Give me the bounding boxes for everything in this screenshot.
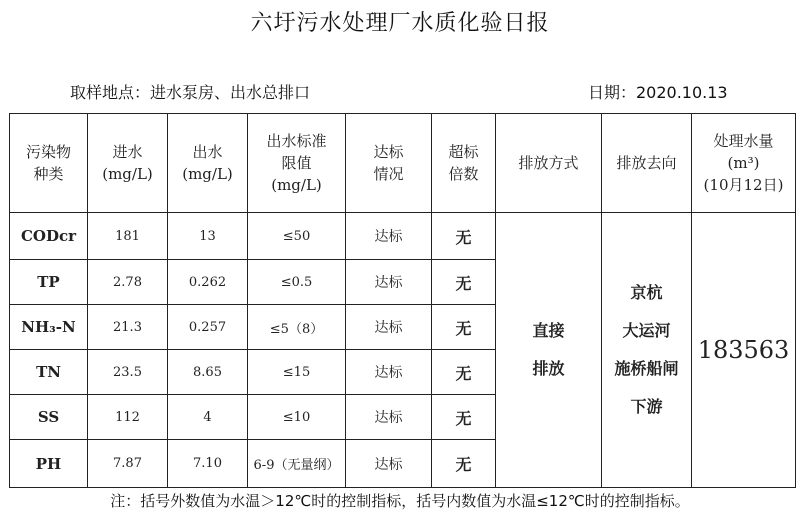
inflow-value: 2.78 — [88, 260, 168, 305]
header-limit-line1: 出水标准 — [266, 132, 327, 150]
exceed-value: 无 — [432, 440, 496, 488]
header-inflow-line2: (mg/L) — [102, 165, 153, 183]
water-quality-table — [9, 113, 796, 488]
outflow-value: 0.262 — [168, 260, 248, 305]
header-limit — [248, 114, 346, 213]
limit-value: ≤10 — [248, 395, 346, 440]
status-value: 达标 — [346, 350, 432, 395]
outflow-value: 7.10 — [168, 440, 248, 488]
discharge-destination-line4: 下游 — [630, 397, 663, 416]
table-row — [10, 213, 796, 260]
header-inflow-line1: 进水 — [112, 143, 143, 161]
header-outflow-line1: 出水 — [192, 143, 223, 161]
header-status-line1: 达标 — [373, 143, 404, 161]
report-date: 日期：2020.10.13 — [588, 83, 728, 102]
discharge-destination-line2: 大运河 — [622, 321, 671, 340]
limit-value: ≤15 — [248, 350, 346, 395]
status-value: 达标 — [346, 305, 432, 350]
inflow-value: 21.3 — [88, 305, 168, 350]
header-volume — [692, 114, 796, 213]
header-discharge-destination: 排放去向 — [602, 114, 692, 213]
header-status — [346, 114, 432, 213]
header-outflow-line2: (mg/L) — [182, 165, 233, 183]
inflow-value: 7.87 — [88, 440, 168, 488]
header-pollutant-line2: 种类 — [33, 165, 64, 183]
pollutant-name: TP — [10, 260, 88, 305]
exceed-value: 无 — [432, 395, 496, 440]
header-limit-line3: (mg/L) — [271, 176, 322, 194]
header-volume-line3: (10月12日) — [703, 176, 784, 194]
header-exceed-line2: 倍数 — [448, 165, 479, 183]
exceed-value: 无 — [432, 305, 496, 350]
exceed-value: 无 — [432, 213, 496, 260]
inflow-value: 181 — [88, 213, 168, 260]
limit-value: ≤5（8） — [248, 305, 346, 350]
pollutant-name: TN — [10, 350, 88, 395]
limit-value: 6-9（无量纲） — [248, 440, 346, 488]
pollutant-name: NH₃-N — [10, 305, 88, 350]
discharge-method-cell — [496, 213, 602, 488]
status-value: 达标 — [346, 395, 432, 440]
exceed-value: 无 — [432, 260, 496, 305]
limit-value: ≤0.5 — [248, 260, 346, 305]
pollutant-name: CODcr — [10, 213, 88, 260]
outflow-value: 0.257 — [168, 305, 248, 350]
status-value: 达标 — [346, 213, 432, 260]
discharge-destination-line1: 京杭 — [630, 283, 663, 302]
discharge-method-line1: 直接 — [532, 321, 565, 340]
discharge-method-line2: 排放 — [532, 359, 565, 378]
header-pollutant — [10, 114, 88, 213]
limit-value: ≤50 — [248, 213, 346, 260]
header-row — [10, 114, 796, 213]
pollutant-name: PH — [10, 440, 88, 488]
header-inflow — [88, 114, 168, 213]
header-volume-line2: (m³) — [727, 154, 760, 172]
discharge-destination-line3: 施桥船闸 — [614, 359, 679, 378]
exceed-value: 无 — [432, 350, 496, 395]
status-value: 达标 — [346, 440, 432, 488]
status-value: 达标 — [346, 260, 432, 305]
header-limit-line2: 限值 — [281, 154, 312, 172]
outflow-value: 4 — [168, 395, 248, 440]
header-pollutant-line1: 污染物 — [25, 143, 71, 161]
pollutant-name: SS — [10, 395, 88, 440]
header-exceed — [432, 114, 496, 213]
outflow-value: 13 — [168, 213, 248, 260]
footnote: 注：括号外数值为水温＞12℃时的控制指标，括号内数值为水温≤12℃时的控制指标。 — [110, 492, 690, 510]
report-title: 六圩污水处理厂水质化验日报 — [250, 11, 550, 36]
inflow-value: 112 — [88, 395, 168, 440]
header-exceed-line1: 超标 — [448, 143, 479, 161]
inflow-value: 23.5 — [88, 350, 168, 395]
header-discharge-method: 排放方式 — [496, 114, 602, 213]
outflow-value: 8.65 — [168, 350, 248, 395]
header-outflow — [168, 114, 248, 213]
volume-value: 183563 — [692, 213, 796, 488]
discharge-destination-cell — [602, 213, 692, 488]
sampling-location: 取样地点：进水泵房、出水总排口 — [70, 83, 311, 102]
header-status-line2: 情况 — [373, 165, 404, 183]
header-volume-line1: 处理水量 — [713, 132, 774, 150]
